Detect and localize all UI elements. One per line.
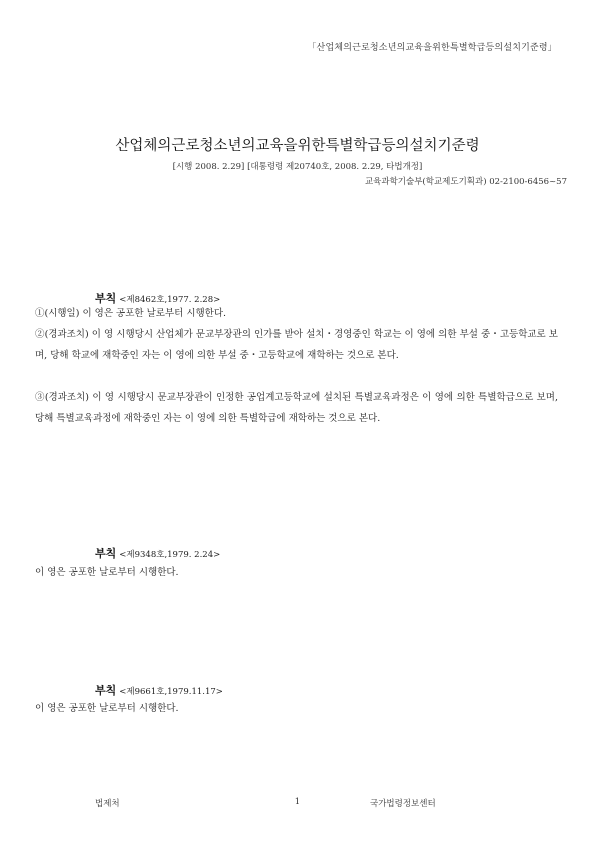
running-header: 「산업체의근로청소년의교육을위한특별학급등의설치기준령」 — [307, 43, 557, 53]
ministry-contact: 교육과학기술부(학교제도기획과) 02-2100-6456~57 — [364, 177, 567, 187]
footer-source: 국가법령정보센터 — [370, 799, 436, 809]
supplement-ref: <제9661호,1979.11.17> — [119, 687, 223, 697]
supplement-paragraph: ①(시행일) 이 영은 공포한 날로부터 시행한다. — [35, 308, 227, 319]
supplement-paragraph: 이 영은 공포한 날로부터 시행한다. — [35, 703, 179, 714]
page-number: 1 — [294, 797, 301, 807]
supplement-paragraph: ③(경과조치) 이 영 시행당시 문교부장관이 인정한 공업계고등학교에 설치된 특별교육과정은 이 영에 의한 특별학급으로 보며, 당해 특별교육과정에 재학중인 자는 이 영에 의한 특별학급에 재학하는 것으로 본다. — [35, 392, 558, 424]
supplement-paragraph: ②(경과조치) 이 영 시행당시 산업체가 문교부장관의 인가를 받아 설치・경영중인 학교는 이 영에 의한 부설 중・고등학교로 보며, 당해 학교에 재학중인 자는 이 영에 의한 부설 중・고등학교에 재학하는 것으로 본다. — [35, 329, 558, 361]
enactment-info: [시행 2008. 2.29] [대통령령 제20740호, 2008. 2.29, 타법개정] — [172, 162, 423, 172]
supplement-title: 부칙 — [95, 547, 117, 560]
supplement-heading — [95, 545, 220, 561]
supplement-heading — [95, 682, 223, 698]
supplement-ref: <제9348호,1979. 2.24> — [119, 550, 221, 560]
supplement-paragraph: 이 영은 공포한 날로부터 시행한다. — [35, 567, 179, 578]
footer-publisher: 법제처 — [95, 799, 120, 809]
document-title: 산업체의근로청소년의교육을위한특별학급등의설치기준령 — [115, 138, 480, 154]
supplement-ref: <제8462호,1977. 2.28> — [119, 295, 221, 305]
supplement-title: 부칙 — [95, 684, 117, 697]
supplement-title: 부칙 — [95, 292, 117, 305]
